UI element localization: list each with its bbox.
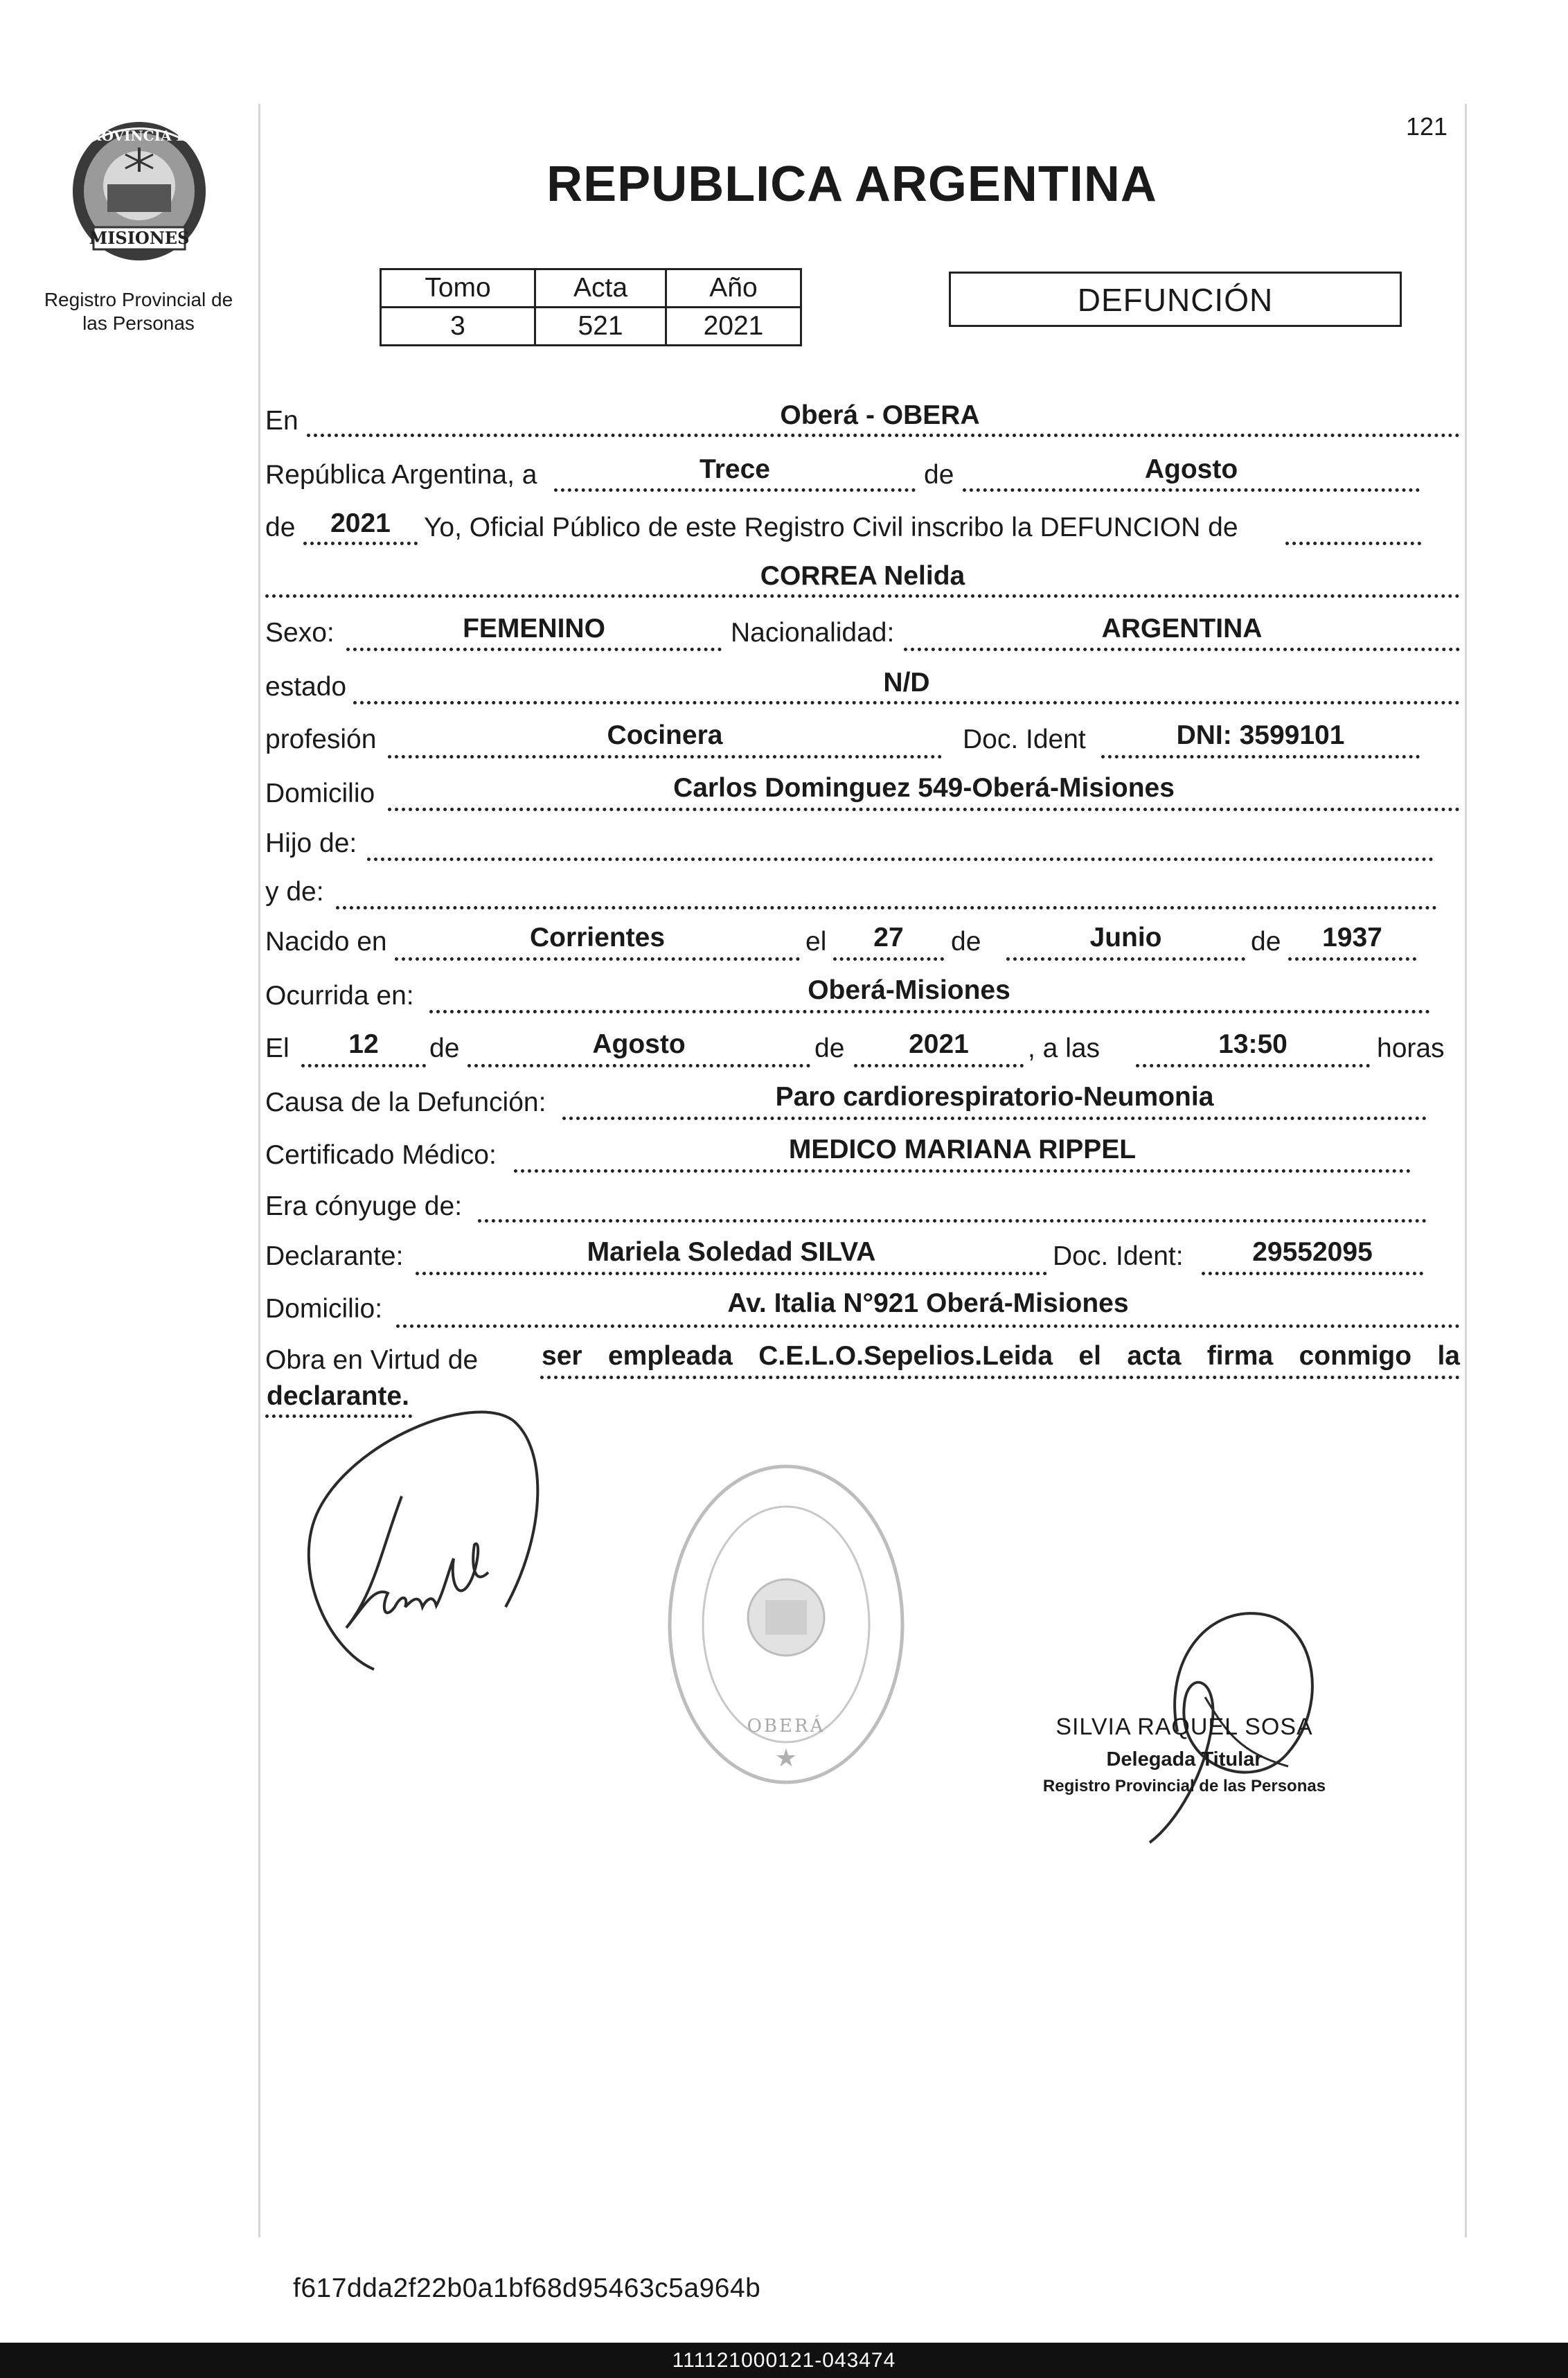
domicilio2-value: Av. Italia N°921 Oberá-Misiones [727,1288,1129,1318]
certificado-value: MEDICO MARIANA RIPPEL [788,1135,1137,1164]
doc-ident-line [1101,755,1420,758]
death-month-line [467,1064,810,1067]
profesion-value: Cocinera [607,720,723,750]
estado-label: estado [265,672,347,702]
register-table [380,268,802,346]
domicilio-line [388,808,1460,811]
svg-text:OBERÁ: OBERÁ [747,1716,826,1737]
causa-label: Causa de la Defunción: [265,1088,546,1117]
ocurrida-label: Ocurrida en: [265,981,414,1011]
registrar-line [1285,542,1421,545]
alas-label: , a las [1028,1033,1101,1063]
register-table-header-row [381,269,801,308]
hijo-label: Hijo de: [265,828,357,858]
certificado-label: Certificado Médico: [265,1140,497,1170]
registrar-text: Yo, Oficial Público de este Registro Civil inscribo la DEFUNCION de [424,513,1238,542]
domicilio2-label: Domicilio: [265,1294,383,1324]
causa-value: Paro cardiorespiratorio-Neumonia [775,1082,1214,1112]
doc-ident2-label: Doc. Ident: [1053,1241,1184,1271]
death-year-line [854,1064,1024,1067]
estado-line [353,701,1460,704]
right-margin-line [1465,104,1467,2237]
place-line [307,434,1460,437]
yde-label: y de: [265,877,324,907]
yde-line [336,906,1437,910]
seal-caption [28,288,249,335]
birth-day-line [833,957,944,961]
acta-value: 521 [535,308,666,346]
birth-year-line [1288,957,1416,961]
obra-text-line1: ser empleada C.E.L.O.Sepelios.Leida el acta firma conmigo la [542,1341,1460,1371]
death-month: Agosto [592,1029,686,1059]
seal-caption-line1: Registro Provincial de [44,289,233,310]
domicilio-label: Domicilio [265,779,375,808]
el-label-birth: el [805,927,827,957]
birth-year: 1937 [1322,923,1382,952]
tomo-header: Tomo [381,269,535,308]
obra-line-1 [540,1376,1460,1379]
birth-day: 27 [873,923,904,952]
ocurrida-line [429,1010,1430,1013]
declarante-line [416,1272,1047,1275]
hijo-line [367,858,1434,861]
de-label-1: de [924,460,954,490]
el-label-death: El [265,1033,289,1063]
ano-header: Año [666,269,801,308]
doc-ident2-value: 29552095 [1252,1237,1373,1267]
year-value: 2021 [330,508,391,538]
month-line [963,488,1420,492]
official-role: Delegada Titular [1106,1748,1263,1771]
act-type-box: DEFUNCIÓN [949,272,1402,327]
sexo-value: FEMENINO [463,614,605,644]
doc-ident2-line [1202,1272,1423,1275]
death-time-line [1136,1064,1370,1067]
de-label-birth-1: de [951,927,981,957]
registry-stamp [665,1462,907,1787]
doc-ident-value: DNI: 3599101 [1176,720,1345,750]
official-office: Registro Provincial de las Personas [1042,1777,1326,1795]
republic-label: República Argentina, a [265,460,537,490]
profesion-label: profesión [265,725,377,754]
year-line [303,542,418,545]
de-label-death-2: de [814,1033,845,1063]
nacionalidad-value: ARGENTINA [1101,614,1263,644]
place-value: Oberá - OBERA [780,400,980,430]
domicilio-value: Carlos Dominguez 549-Oberá-Misiones [673,773,1175,803]
birth-month: Junio [1089,923,1162,952]
page-number: 121 [1406,112,1448,141]
year-prefix-label: de [265,513,296,542]
nacionalidad-label: Nacionalidad: [731,618,895,648]
nacionalidad-line [904,648,1460,651]
death-time: 13:50 [1218,1029,1288,1059]
en-label: En [265,406,299,436]
declarante-label: Declarante: [265,1241,404,1271]
sexo-label: Sexo: [265,618,335,648]
de-label-death-1: de [429,1033,460,1063]
deceased-name: CORREA Nelida [760,561,965,591]
obra-label: Obra en Virtud de [265,1345,479,1375]
acta-header: Acta [535,269,666,308]
register-table-value-row [381,308,801,346]
de-label-birth-2: de [1251,927,1281,957]
footer-code: 111121000121-043474 [0,2343,1568,2378]
day-line [554,488,916,492]
left-margin-line [258,104,260,2237]
causa-line [562,1117,1427,1120]
nacido-value: Corrientes [529,923,666,952]
day-text: Trece [700,454,770,484]
page-title: REPUBLICA ARGENTINA [546,157,1157,212]
conyuge-line [478,1219,1427,1223]
ocurrida-value: Oberá-Misiones [808,975,1010,1005]
death-day: 12 [348,1029,379,1059]
month-text: Agosto [1144,454,1238,484]
death-year: 2021 [909,1029,969,1059]
official-name: SILVIA RAQUEL SOSA [1055,1714,1313,1740]
estado-value: N/D [883,668,930,698]
sexo-line [346,648,722,651]
certificado-line [514,1169,1411,1173]
province-seal [66,116,213,265]
declarante-value: Mariela Soledad SILVA [587,1237,876,1267]
nacido-label: Nacido en [265,927,387,957]
horas-label: horas [1377,1033,1445,1063]
conyuge-label: Era cónyuge de: [265,1191,463,1221]
svg-text:MISIONES: MISIONES [89,228,190,248]
domicilio2-line [396,1324,1460,1328]
document-hash: f617dda2f22b0a1bf68d95463c5a964b [293,2273,761,2303]
seal-icon [66,116,213,265]
doc-ident-label: Doc. Ident [963,725,1086,754]
seal-caption-line2: las Personas [82,312,195,334]
declarant-signature [298,1399,561,1690]
tomo-value: 3 [381,308,535,346]
deceased-line [265,594,1460,598]
death-day-line [301,1064,426,1067]
obra-text-line2: declarante. [267,1381,409,1411]
ano-value: 2021 [666,308,801,346]
profesion-line [388,755,942,758]
nacido-line [395,957,800,961]
birth-month-line [1006,957,1245,961]
svg-text:★: ★ [774,1744,798,1773]
svg-text:PROVINCIA DE: PROVINCIA DE [79,127,199,144]
